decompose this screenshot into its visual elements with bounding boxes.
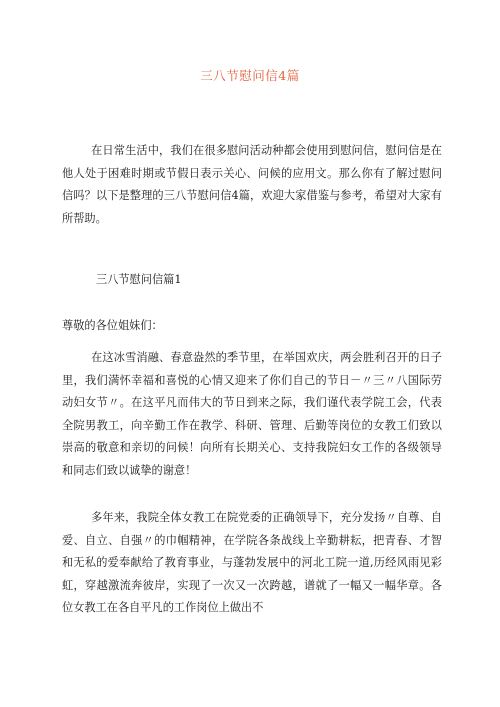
body-paragraph-2: 多年来，我院全体女教工在院党委的正确领导下，充分发扬〃自尊、自爱、自立、自强〃的巾帼精神，在学院各条战线上辛勤耕耘，把青春、才智和无私的爱奉献给了教育事业，与蓬勃发展中的河北工院一道,历经风雨见彩虹，穿越激流奔彼岸，实现了一次又一次跨越，谱就了一幅又一幅华章。各位女教工在各自平凡的工作岗位上做出不: [62, 511, 442, 615]
section-heading: 三八节慰问信篇1: [96, 273, 182, 286]
intro-paragraph: 在日常生活中，我们在很多慰问活动种都会使用到慰问信，慰问信是在他人处于困难时期或节假日表示关心、问候的应用文。那么你有了解过慰问信吗？以下是整理的三八节慰问信4篇，欢迎大家借鉴与参考，希望对大家有所帮助。: [62, 144, 442, 225]
body-paragraph-1: 在这冰雪消融、春意盎然的季节里，在举国欢庆，两会胜利召开的日子里，我们满怀幸福和喜悦的心情又迎来了你们自己的节日－〃三〃八国际劳动妇女节〃。在这平凡而伟大的节日到来之际，我们谨代表学院工会，代表全院男教工，向辛勤工作在教学、科研、管理、后勤等岗位的女教工们致以崇高的敬意和亲切的问候！向所有长期关心、支持我院妇女工作的各级领导和同志们致以诚挚的谢意！: [62, 351, 442, 477]
document-title: 三八节慰问信4篇: [200, 68, 300, 83]
salutation: 尊敬的各位姐妹们：: [62, 319, 163, 332]
